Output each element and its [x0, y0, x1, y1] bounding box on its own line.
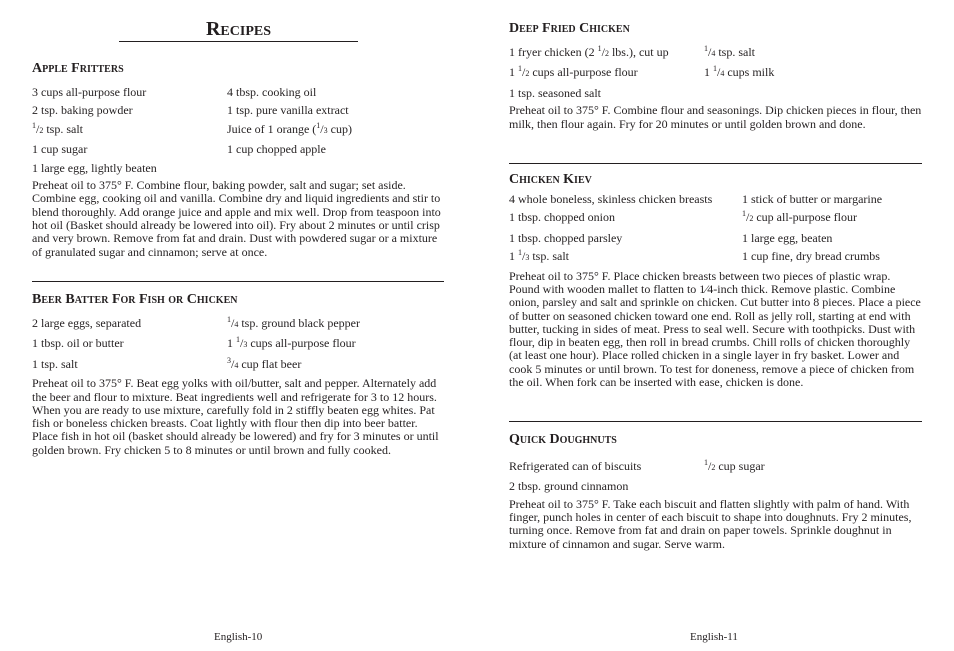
ingredient-row — [32, 159, 444, 177]
ingredients-list — [32, 314, 444, 375]
ingredient-left: 1 tsp. salt — [32, 356, 78, 371]
method-text: Preheat oil to 375° F. Combine flour, baking powder, salt and sugar; set aside. Combine egg, cooking oil and vanilla. Combine dry and liquid ingredients and stir to blend thoroughly. Add orange juice and apple and mix well. Drop from teaspoon into hot oil (Basket should already be lowered into oil). Fry about 2 minutes or until crisp and very brown. Remove from fat and drain. Dust with powdered sugar or a mixture of granulated sugar and cinnamon; serve at once. — [32, 178, 441, 259]
ingredient-left: 1 cup sugar — [32, 142, 88, 157]
ingredient-row — [32, 120, 444, 140]
ingredient-right: $^1$/4 tsp. salt — [704, 44, 756, 59]
method-text: Preheat oil to 375° F. Take each biscuit and flatten slightly with palm of hand. With finger, punch holes in center of each biscuit to shape into doughnuts. Fry 2 minutes, turning once. Remove from fat and drain on paper towels. Sprinkle doughnut in mixture of cinnamon and sugar. Serve warm. — [509, 496, 912, 551]
method-text: Preheat oil to 375° F. Place chicken breasts between two pieces of plastic wrap. Pound with wooden mallet to flatten to 1⁄4-inch thick. Remove plastic. Combine onion, parsley and salt and sprinkle on chicken. Cut butter into 8 pieces. Place a piece of butter on seasoned chicken toward one end. Roll as jelly roll, starting at end with butter, tucking in sides of meat. Press to seal well. Secure with toothpicks. Dust with flour, dip in beaten egg, then roll in bread crumbs. Chill rolls of chicken thoroughly (at least one hour). Place rolled chicken in a single layer in fry basket. Lower and cook 5 minutes or until brown. To test for doneness, remove a piece of chicken from the oil. When fork can be inserted with ease, chicken is done. — [509, 268, 921, 389]
ingredient-right: Juice of 1 orange ($^1$/3 cup) — [227, 120, 352, 136]
section-beer-batter — [32, 281, 444, 457]
ingredient-row — [509, 477, 922, 495]
section-quick-doughnuts — [509, 421, 922, 551]
ingredient-right: $^1$/4 tsp. ground black pepper — [227, 315, 360, 330]
ingredient-row — [32, 83, 444, 101]
ingredient-row — [32, 334, 444, 354]
ingredient-row — [32, 101, 444, 119]
ingredient-row — [509, 63, 922, 83]
ingredient-left: 4 whole boneless, skinless chicken breasts — [509, 192, 713, 206]
method-text: Preheat oil to 375° F. Beat egg yolks with oil/butter, salt and pepper. Alternately add the beer and flour to mixture. Beat ingredients well and refrigerate for 3 to 12 hours. When you are ready to use mixture, carefully fold in 2 stiffly beaten egg whites. Pat fish or boneless chicken breasts. Coat lightly with flour then dip into beer batter. Place fish in hot oil (basket should already be lowered) and fry for 3 minutes or until golden brown. Fry chicken 5 to 8 minutes or until brown and fully cooked. — [32, 376, 439, 457]
ingredient-row — [32, 314, 444, 334]
section-title: Quick Doughnuts — [509, 432, 617, 447]
ingredient-row — [509, 190, 922, 208]
ingredient-left: 1 tbsp. oil or butter — [32, 336, 124, 351]
ingredient-row — [32, 355, 444, 375]
section-title: Apple Fritters — [32, 61, 124, 76]
section-title: Chicken Kiev — [509, 172, 592, 187]
ingredient-left: 1 $^1$/3 tsp. salt — [509, 248, 570, 264]
section-apple-fritters — [32, 60, 444, 259]
ingredient-left: 2 large eggs, separated — [32, 316, 142, 330]
method-text: Preheat oil to 375° F. Combine flour and seasonings. Dip chicken pieces in flour, then milk, then flour again. Fry for 20 minutes or until golden brown and done. — [509, 103, 922, 131]
ingredient-right: 1 large egg, beaten — [742, 230, 833, 245]
ingredients-list — [509, 190, 922, 268]
section-title: Deep Fried Chicken — [509, 21, 630, 36]
ingredients-list — [32, 83, 444, 177]
ingredient-left: 1 $^1$/2 cups all-purpose flour — [509, 64, 638, 80]
ingredient-row — [509, 43, 922, 63]
page-number: English-10 — [214, 631, 263, 643]
section-deep-fried-chicken — [509, 20, 922, 131]
ingredient-left: $^1$/2 tsp. salt — [32, 120, 84, 136]
ingredient-right: 1 cup fine, dry bread crumbs — [742, 249, 880, 264]
ingredient-right: $^1$/2 cup all-purpose flour — [742, 209, 857, 225]
ingredient-left: 3 cups all-purpose flour — [32, 85, 147, 99]
ingredient-row — [509, 84, 922, 102]
ingredient-left: 1 tsp. seasoned salt — [509, 85, 601, 100]
ingredient-left: 1 tbsp. chopped onion — [509, 210, 615, 225]
ingredient-right: 1 cup chopped apple — [227, 142, 326, 157]
ingredient-row — [509, 457, 922, 477]
section-chicken-kiev — [509, 163, 922, 389]
ingredient-right: 4 tbsp. cooking oil — [227, 85, 317, 99]
ingredient-left: 2 tsp. baking powder — [32, 103, 133, 118]
ingredients-list — [509, 457, 922, 496]
ingredient-left: 1 fryer chicken (2 $^1$/2 lbs.), cut up — [509, 44, 669, 59]
ingredient-left: 1 tbsp. chopped parsley — [509, 230, 623, 245]
ingredient-right: $^3$/4 cup flat beer — [227, 355, 302, 371]
ingredient-right: $^1$/2 cup sugar — [704, 458, 765, 473]
ingredient-left: Refrigerated can of biscuits — [509, 459, 642, 473]
ingredient-row — [32, 140, 444, 158]
ingredient-right: 1 tsp. pure vanilla extract — [227, 103, 349, 118]
page-title: Recipes — [119, 19, 358, 42]
ingredient-row — [509, 208, 922, 228]
page-number: English-11 — [690, 631, 738, 643]
ingredient-row — [509, 229, 922, 247]
ingredient-left: 2 tbsp. ground cinnamon — [509, 479, 629, 494]
section-title: Beer Batter For Fish or Chicken — [32, 292, 238, 307]
ingredient-right: 1 $^1$/4 cups milk — [704, 64, 775, 80]
ingredient-row — [509, 247, 922, 267]
ingredient-right: 1 stick of butter or margarine — [742, 192, 883, 206]
ingredient-left: 1 large egg, lightly beaten — [32, 160, 157, 175]
ingredient-right: 1 $^1$/3 cups all-purpose flour — [227, 335, 356, 351]
ingredients-list — [509, 43, 922, 102]
